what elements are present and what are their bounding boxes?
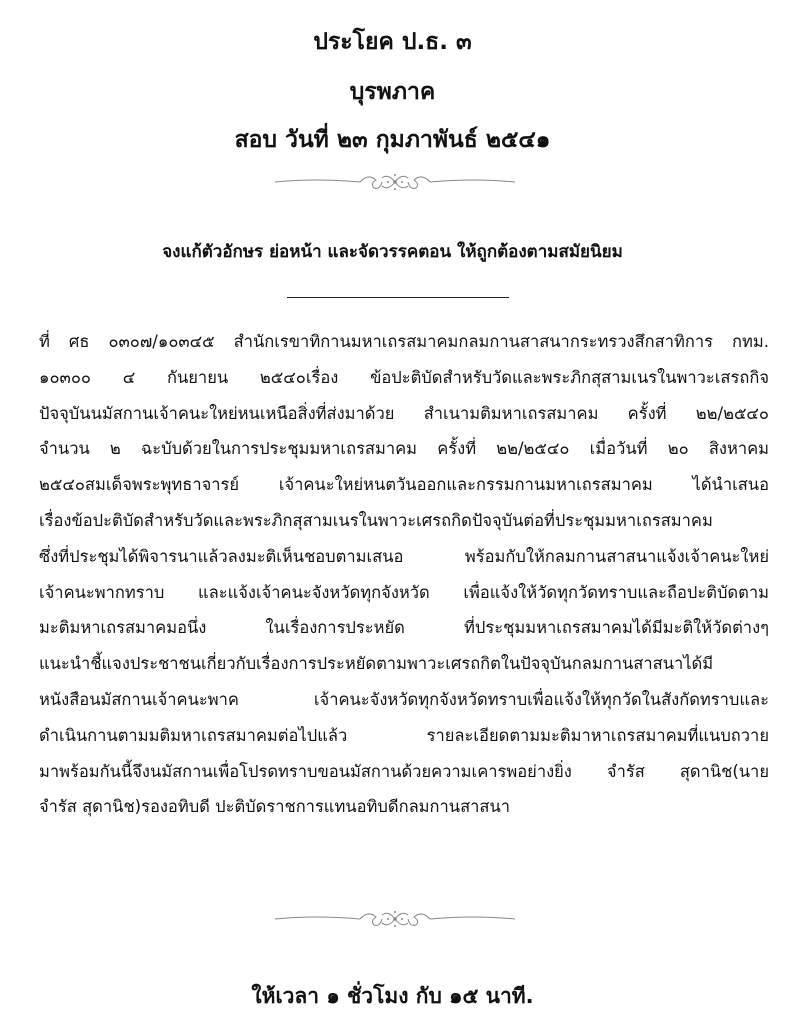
passage-line: ที่ ศธ ๐๓๐๗/๑๐๓๔๕ สำนักเรขาทิกานมหาเถรสมาคมกลมกานสาสนากระทรวงสึกสาทิการ กทม. <box>39 332 769 351</box>
passage-line: ๑๐๓๐๐ ๔ กันยายน ๒๕๔๐เรื่อง ข้อปะติบัดสำหรับวัดและพระภิกสุสามเนรในพาวะเสรถกิจ <box>39 367 769 387</box>
exam-date: สอบ วันที่ ๒๓ กุมภาพันธ์ ๒๕๔๑ <box>234 127 551 153</box>
exam-title: ประโยค ป.ธ. ๓ <box>313 29 472 55</box>
passage-line: ดำเนินกานตามมติมหาเถรสมาคมต่อไปแล้ว รายละเอียดตามมะติมาหาเถรสมาคมที่แนบถวาย <box>39 725 769 745</box>
passage-line: มะติมหาเถรสมาคมอนึ่ง ในเรื่องการประหยัด ที่ประชุมมหาเถรสมาคมได้มีมะติให้วัดต่างๆ <box>39 618 769 638</box>
exam-section: บุรพภาค <box>349 79 436 105</box>
passage-line: เรื่องข้อปะติบัดสำหรับวัดและพระภิกสุสามเนรในพาวะเศรถกิดปัจจุบันต่อที่ประชุมมหาเถรสมาคม <box>39 510 713 530</box>
passage-text <box>39 324 769 825</box>
passage-line: เจ้าคนะพากทราบ และแจ้งเจ้าคนะจังหวัดทุกจังหวัด เพื่อแจ้งให้วัดทุกวัดทราบและถือปะติบัดตาม <box>39 582 769 602</box>
instruction-text: จงแก้ตัวอักษร ย่อหน้า และจัดวรรคตอน ให้ถูกต้องตามสมัยนิยม <box>162 242 623 262</box>
passage-line: หนังสือนมัสกานเจ้าคนะพาค เจ้าคนะจังหวัดทุกจังหวัดทราบเพื่อแจ้งให้ทุกวัดในสังกัดทราบและ <box>39 689 769 709</box>
passage-line: แนะนำชี้แจงประชาชนเกี่ยวกับเรื่องการประหยัดตามพาวะเศรถกิตในปัจจุบันกลมกานสาสนาได้มี <box>39 654 714 674</box>
passage-line: ซึ่งที่ประชุมได้พิจารนาแล้วลงมะติเห็นชอบตามเสนอ พร้อมกับให้กลมกานสาสนาแจ้งเจ้าคนะใหย่ <box>39 546 769 566</box>
divider-line <box>287 297 509 298</box>
passage-line: จำนวน ๒ ฉะบับด้วยในการประชุมมหาเถรสมาคม ครั้งที่ ๒๒/๒๕๔๐ เมื่อวันที่ ๒๐ สิงหาคม <box>39 439 769 459</box>
passage-line: จำรัส สุดานิช)รองอทิบดี ปะติบัดราชการแทนอทิบดีกลมกานสาสนา <box>39 797 511 817</box>
passage-line: ปัจจุบันนมัสกานเจ้าคนะใหย่หนเหนือสิ่งที่ส่งมาด้วย สำเนามติมหาเถรสมาคม ครั้งที่ ๒๒/๒๕๔๐ <box>39 403 769 423</box>
time-allowed: ให้เวลา ๑ ชั่วโมง กับ ๑๕ นาที. <box>251 984 534 1008</box>
ornament-divider-top <box>270 172 520 192</box>
passage-line: ๒๕๔๐สมเด็จพระพุทธาจารย์ เจ้าคนะใหย่หนตวันออกและกรรมกานมหาเถรสมาคม ได้นำเสนอ <box>39 475 769 495</box>
ornament-divider-bottom <box>270 909 520 929</box>
passage-line: มาพร้อมกันนี้จึงนมัสกานเพื่อโปรดทราบขอนมัสกานด้วยความเคารพอย่างยิ่ง จำรัส สุดานิช(นาย <box>39 761 769 781</box>
